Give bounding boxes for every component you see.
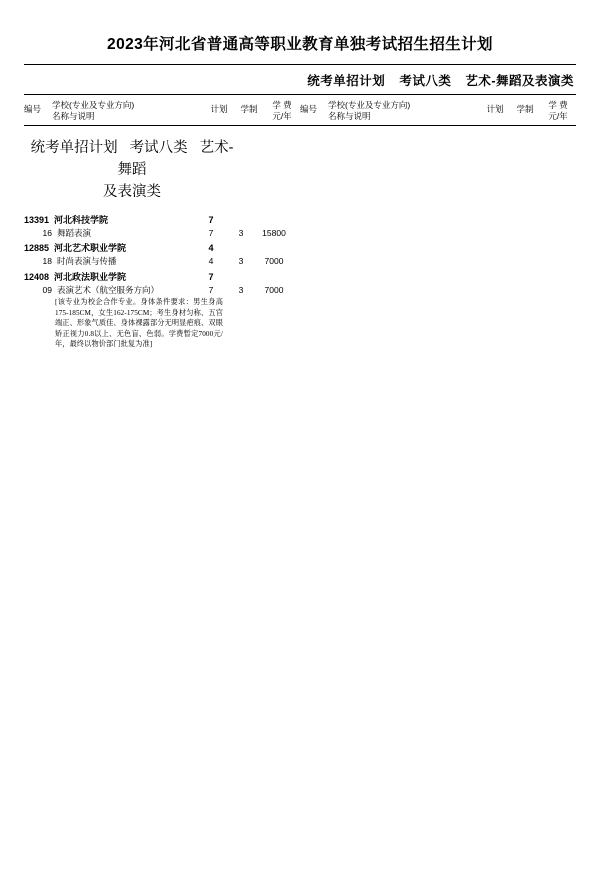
- column-header-right: [300, 100, 576, 121]
- header-fee-left-line2: 元/年: [272, 110, 292, 121]
- row-code: 16: [42, 227, 52, 238]
- table-row: [24, 271, 292, 283]
- major-note: [该专业为校企合作专业。身体条件要求：男生身高175-185CM，女生162-175CM；考生身材匀称、五官端正、形象气质佳、身体裸露部分无明显疤痕、双眼矫正视力0.8以上、无色盲、色弱。学费暂定7000元/年，最终以物价部门批复为准]: [55, 298, 223, 349]
- column-right: [300, 126, 576, 349]
- header-fee-right-line2: 元/年: [548, 110, 568, 121]
- header-plan-left: 计划: [210, 104, 228, 114]
- header-fee-left: [264, 100, 300, 121]
- section-title-part3: 艺术-舞蹈: [117, 140, 234, 178]
- row-code: 09: [42, 284, 52, 295]
- body-columns: [24, 126, 576, 349]
- row-name: 表演艺术（航空服务方向）: [57, 284, 160, 295]
- table-row: [24, 285, 292, 296]
- row-name: 河北艺术职业学院: [54, 243, 127, 254]
- header-fee-left-line1: 学 费: [272, 100, 292, 110]
- column-left: [24, 126, 300, 349]
- header-plan-right: 计划: [486, 104, 504, 114]
- row-plan: 7: [208, 271, 214, 282]
- table-row: [24, 214, 292, 226]
- row-name: 舞蹈表演: [57, 227, 92, 238]
- row-fee: 15800: [262, 227, 286, 238]
- row-code: 18: [42, 256, 52, 267]
- header-code-left: 编号: [24, 104, 42, 114]
- section-title-part2: 考试八类: [129, 140, 188, 157]
- header-length-left: 学制: [240, 104, 258, 114]
- header-fee-right-line1: 学 费: [548, 100, 568, 110]
- row-code: 12408: [24, 271, 50, 282]
- header-length-right: 学制: [516, 104, 534, 114]
- running-head-segment-2: 考试八类: [399, 74, 452, 88]
- row-length: 3: [238, 227, 244, 238]
- running-head-segment-3: 艺术-舞蹈及表演类: [465, 74, 574, 88]
- header-name-left-line2: 名称与说明: [52, 110, 95, 121]
- header-name-right: [328, 100, 480, 121]
- row-code: 12885: [24, 243, 50, 254]
- running-head: [24, 65, 576, 94]
- row-plan: 4: [208, 256, 214, 267]
- section-title-part1: 统考单招计划: [30, 140, 118, 157]
- row-name: 时尚表演与传播: [57, 256, 117, 267]
- row-length: 3: [238, 256, 244, 267]
- table-row: [24, 256, 292, 267]
- header-fee-right: [540, 100, 576, 121]
- header-name-left: [52, 100, 204, 121]
- row-plan: 4: [208, 243, 214, 254]
- header-code-right: 编号: [300, 104, 318, 114]
- section-title: [24, 138, 292, 203]
- row-plan: 7: [208, 227, 214, 238]
- table-row: [24, 242, 292, 254]
- page-title: 2023年河北省普通高等职业教育单独考试招生招生计划: [107, 36, 493, 53]
- row-fee: 7000: [264, 284, 284, 295]
- column-header-left: [24, 100, 300, 121]
- header-name-right-line2: 名称与说明: [328, 110, 371, 121]
- section-title-part4: 及表演类: [103, 183, 161, 200]
- row-length: 3: [238, 284, 244, 295]
- running-head-segment-1: 统考单招计划: [307, 74, 386, 88]
- row-fee: 7000: [264, 256, 284, 267]
- row-name: 河北科技学院: [54, 214, 109, 225]
- row-code: 13391: [24, 214, 50, 225]
- row-plan: 7: [208, 214, 214, 225]
- header-name-left-line1: 学校(专业及专业方向): [52, 100, 135, 110]
- column-header-row: [24, 95, 576, 125]
- row-plan: 7: [208, 284, 214, 295]
- row-name: 河北政法职业学院: [54, 271, 127, 282]
- header-name-right-line1: 学校(专业及专业方向): [328, 100, 411, 110]
- table-row: [24, 228, 292, 239]
- document-page: [0, 32, 600, 880]
